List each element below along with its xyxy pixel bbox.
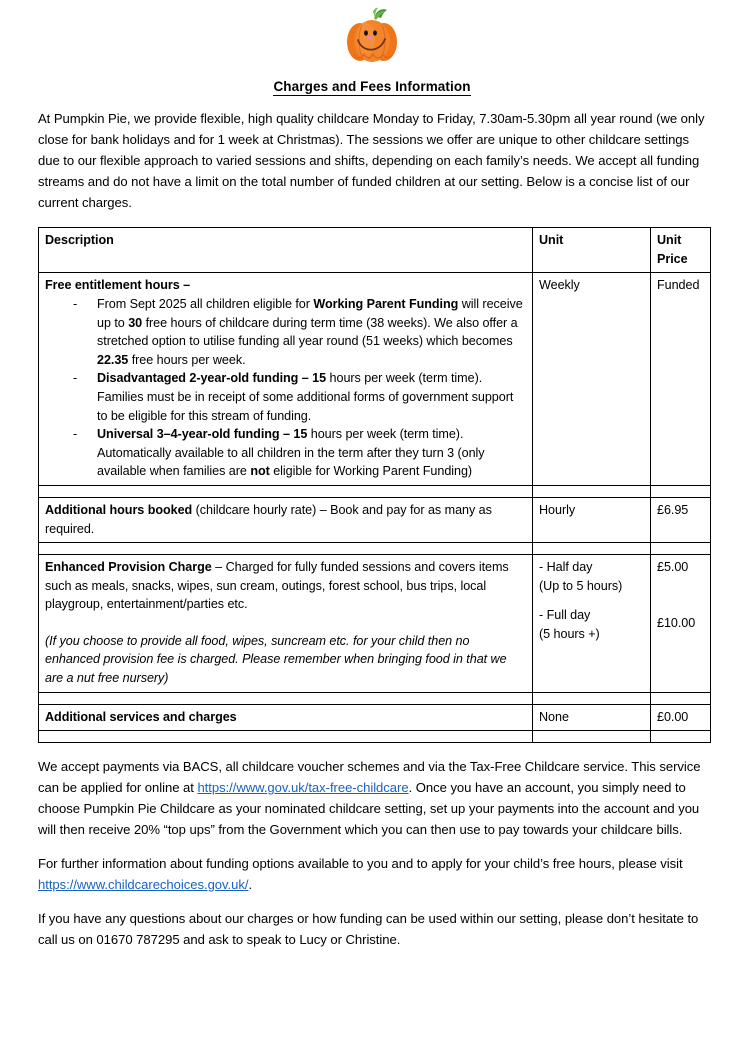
spacer-cell-description [39, 543, 533, 555]
unit-full-day-sub: (5 hours +) [539, 626, 600, 641]
bullet-1-mid1: will receive up to [97, 296, 523, 330]
additional-hours-title: Additional hours booked [45, 502, 193, 517]
cell-free-entitlement-unit: Weekly [533, 273, 651, 486]
spacer-cell-unit [533, 692, 651, 704]
pumpkin-logo-icon [340, 6, 404, 68]
bullet-3-bold2: not [250, 464, 270, 479]
table-spacer-row [39, 543, 711, 555]
header-unit-price-line2: Price [657, 251, 688, 266]
enhanced-provision-note: (If you choose to provide all food, wipes, suncream etc. for your child then no enhanced provision fee is charged. Please remember when bringing food in that we are a nut free nursery) [45, 633, 507, 686]
spacer-cell-description [39, 692, 533, 704]
enhanced-provision-text: – Charged for fully funded sessions and covers items such as meals, snacks, wipes, sun cream, outings, forest school, bus trips, local playgroup, entertainment/parties etc. [45, 560, 509, 612]
table-spacer-row [39, 692, 711, 704]
list-item [45, 425, 526, 481]
page-title [38, 79, 706, 95]
spacer-cell-price [651, 485, 711, 497]
enhanced-provision-gap [45, 614, 526, 632]
free-entitlement-bullet-list [45, 295, 526, 481]
payments-paragraph [38, 756, 706, 840]
bullet-2-tail: hours per week (term time). Families must be in receipt of some additional forms of government support to be eligible for this stream of funding. [97, 371, 514, 423]
bullet-1-bold2: 30 [128, 315, 143, 330]
list-item [45, 369, 526, 425]
cell-additional-services-description: Additional services and charges [39, 704, 533, 731]
additional-hours-text: (childcare hourly rate) – Book and pay for as many as required. [45, 502, 492, 536]
payments-text-1: We accept payments via BACS, all childcare voucher schemes and via the Tax-Free Childcare service. This service can be applied for online at [38, 759, 701, 796]
unit-gap [539, 595, 644, 606]
cell-additional-services-unit: None [533, 704, 651, 731]
cell-enhanced-provision-unit [533, 555, 651, 693]
spacer-cell-price [651, 731, 711, 743]
free-entitlement-title: Free entitlement hours – [45, 278, 191, 293]
cell-enhanced-provision-price [651, 555, 711, 693]
bullet-3-tail: eligible for Working Parent Funding) [269, 464, 473, 479]
logo-container [38, 0, 706, 72]
spacer-cell-unit [533, 543, 651, 555]
table-row [39, 497, 711, 542]
enhanced-provision-main [45, 558, 526, 614]
table-row [39, 555, 711, 693]
header-description: Description [39, 228, 533, 273]
spacer-cell-price [651, 692, 711, 704]
table-header-row [39, 228, 711, 273]
cell-additional-services-price: £0.00 [651, 704, 711, 731]
table-row [39, 273, 711, 486]
unit-half-day: - Half day [539, 560, 593, 575]
enhanced-provision-title: Enhanced Provision Charge [45, 560, 212, 575]
questions-paragraph: If you have any questions about our charges or how funding can be used within our setting, please don’t hesitate to call us on 01670 787295 and ask to speak to Lucy or Christine. [38, 911, 699, 948]
unit-half-day-sub: (Up to 5 hours) [539, 578, 623, 593]
table-spacer-row [39, 485, 711, 497]
bullet-2-bold1: Disadvantaged 2-year-old funding – 15 [97, 371, 327, 386]
funding-info-text-2: . [248, 877, 253, 893]
bullet-3-bold1: Universal 3–4-year-old funding – 15 [97, 427, 308, 442]
bullet-1-tail: free hours per week. [128, 352, 246, 367]
intro-paragraph: At Pumpkin Pie, we provide flexible, high quality childcare Monday to Friday, 7.30am-5.30pm all year round (we only close for bank holidays and for 1 week at Christmas). The sessions we offer are unique to other childcare settings due to our flexible approach to varied sessions and shifts, depending on each family’s needs. We accept all funding streams and do not have a limit on the total number of funded children at our setting. Below is a concise list of our current charges. [38, 111, 705, 211]
funding-info-paragraph [38, 853, 706, 895]
childcare-choices-link[interactable]: https://www.childcarechoices.gov.uk/ [38, 877, 249, 893]
cell-additional-hours-description [39, 497, 533, 542]
table-spacer-row [39, 731, 711, 743]
spacer-cell-unit [533, 731, 651, 743]
cell-additional-hours-price: £6.95 [651, 497, 711, 542]
spacer-cell-description [39, 485, 533, 497]
spacer-cell-unit [533, 485, 651, 497]
spacer-cell-description [39, 731, 533, 743]
bullet-3-mid1: hours per week (term time). Automatically available to all children in the term after they turn 3 (only available when families are [97, 427, 485, 479]
cell-free-entitlement-description [39, 273, 533, 486]
cell-free-entitlement-price: Funded [651, 273, 711, 486]
header-unit-price [651, 228, 711, 273]
price-full-day: £10.00 [657, 615, 696, 630]
cell-additional-hours-unit: Hourly [533, 497, 651, 542]
list-item [45, 295, 526, 369]
page-title-text: Charges and Fees Information [273, 79, 471, 94]
payments-text-2: . Once you have an account, you simply need to choose Pumpkin Pie Childcare as your nominated childcare setting, set up your payments into the account and you will then receive 20% “top ups” from the Government which you can then use to pay towards your childcare bills. [38, 780, 700, 838]
unit-full-day: - Full day [539, 608, 591, 623]
header-unit: Unit [533, 228, 651, 273]
charges-and-fees-table [38, 227, 711, 743]
cell-enhanced-provision-description [39, 555, 533, 693]
bullet-1-bold3: 22.35 [97, 352, 129, 367]
tax-free-childcare-link[interactable]: https://www.gov.uk/tax-free-childcare [197, 780, 409, 796]
price-half-day: £5.00 [657, 560, 689, 575]
funding-info-text-1: For further information about funding options available to you and to apply for your child’s free hours, please visit [38, 856, 683, 872]
bullet-1-bold1: Working Parent Funding [313, 296, 459, 311]
bullet-1-mid2: free hours of childcare during term time (38 weeks). We also offer a stretched option to utilise funding all year round (51 weeks) which becomes [97, 315, 518, 349]
header-unit-price-line1: Unit [657, 233, 682, 248]
bullet-1-lead: From Sept 2025 all children eligible for [97, 296, 314, 311]
spacer-cell-price [651, 543, 711, 555]
table-row [39, 704, 711, 731]
